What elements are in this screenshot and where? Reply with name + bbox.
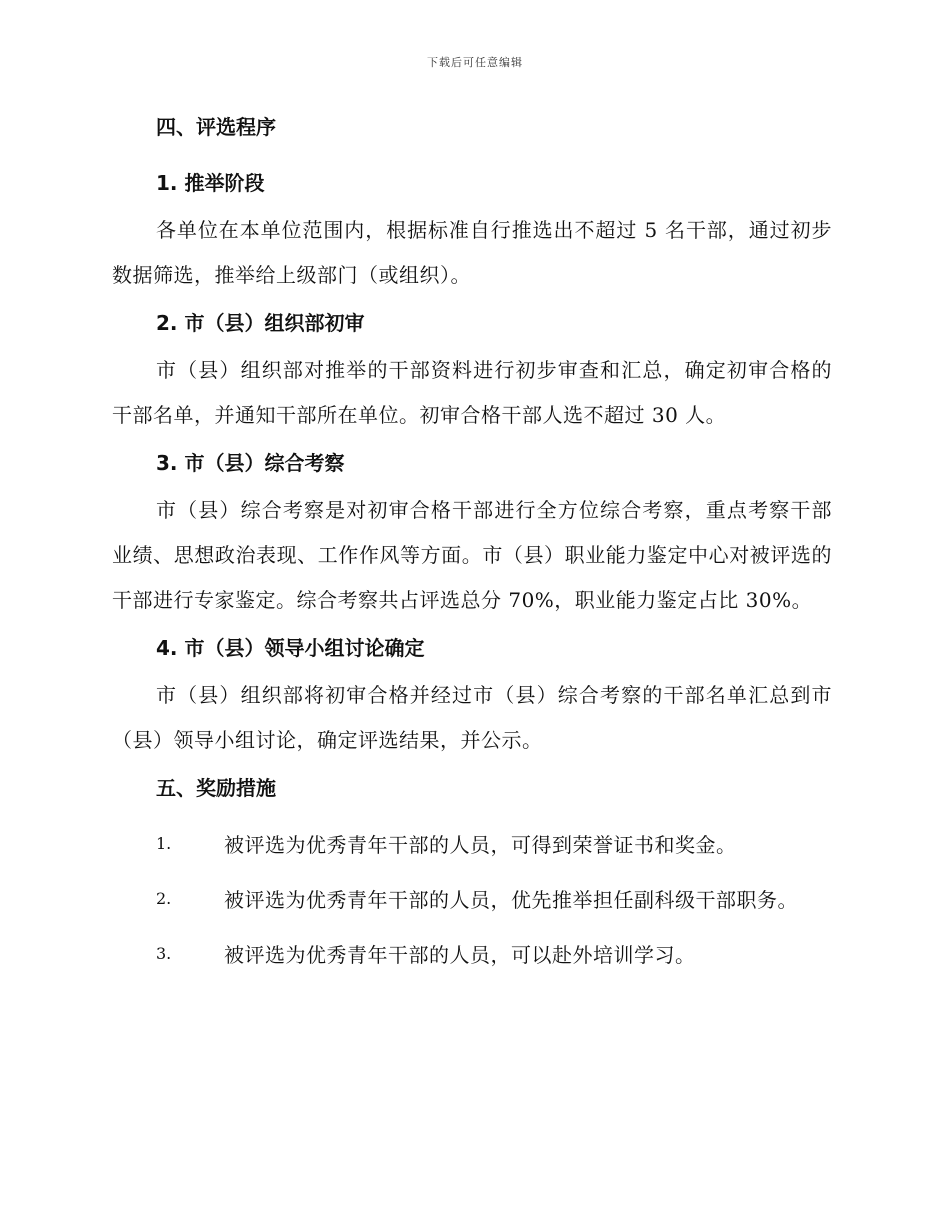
list-item	[156, 938, 832, 968]
step-heading-nomination: 1. 推举阶段	[156, 171, 265, 195]
step-body-leadership-decision: 市（县）组织部将初审合格并经过市（县）综合考察的干部名单汇总到市（县）领导小组讨论，确定评选结果，并公示。	[112, 683, 832, 752]
step-heading-leadership-decision: 4. 市（县）领导小组讨论确定	[156, 636, 425, 660]
list-item-text: 被评选为优秀青年干部的人员，优先推举担任副科级干部职务。	[224, 887, 798, 912]
list-item-number: 2.	[156, 888, 172, 908]
step-heading-comprehensive-inspection: 3. 市（县）综合考察	[156, 451, 345, 475]
list-item-text: 被评选为优秀青年干部的人员，可以赴外培训学习。	[224, 942, 696, 967]
section-heading-evaluation-procedure: 四、评选程序	[156, 115, 276, 139]
document-body	[112, 112, 832, 968]
list-item-number: 1.	[156, 833, 172, 853]
list-item-text: 被评选为优秀青年干部的人员，可得到荣誉证书和奖金。	[224, 832, 737, 857]
header-note: 下载后可任意编辑	[427, 56, 523, 69]
step-body-initial-review: 市（县）组织部对推举的干部资料进行初步审查和汇总，确定初审合格的干部名单，并通知干部所在单位。初审合格干部人选不超过 30 人。	[112, 358, 832, 427]
step-heading-initial-review: 2. 市（县）组织部初审	[156, 311, 365, 335]
step-body-comprehensive-inspection: 市（县）综合考察是对初审合格干部进行全方位综合考察，重点考察干部业绩、思想政治表现、工作作风等方面。市（县）职业能力鉴定中心对被评选的干部进行专家鉴定。综合考察共占评选总分 70%，职业能力鉴定占比 30%。	[112, 498, 832, 612]
step-body-nomination: 各单位在本单位范围内，根据标准自行推选出不超过 5 名干部，通过初步数据筛选，推举给上级部门（或组织）。	[112, 218, 832, 287]
list-item-number: 3.	[156, 943, 172, 963]
list-item	[156, 828, 832, 858]
section-heading-reward-measures: 五、奖励措施	[156, 776, 276, 800]
list-item	[156, 883, 832, 913]
